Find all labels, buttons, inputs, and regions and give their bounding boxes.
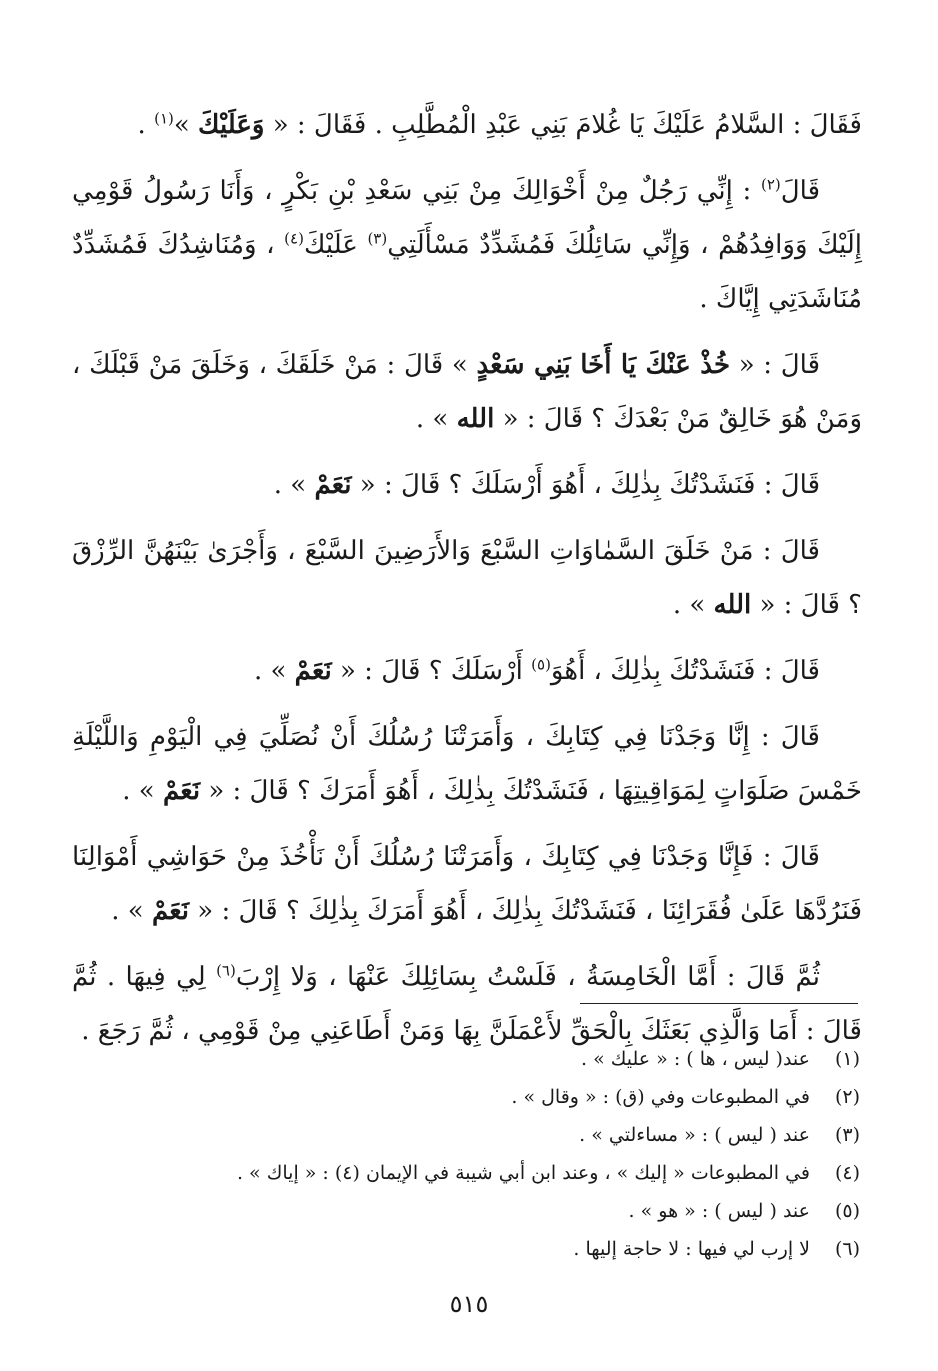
footnote-text: لا إرب لي فيها : لا حاجة إليها . bbox=[573, 1238, 810, 1260]
bold-speech: نَعَمْ bbox=[314, 470, 352, 500]
paragraph-2 bbox=[72, 164, 862, 326]
footnote-ref[interactable]: (٤) bbox=[284, 229, 304, 248]
footnote-5 bbox=[80, 1192, 860, 1230]
footnote-2 bbox=[80, 1078, 860, 1116]
text-run: قَالَ : فَإِنَّا وَجَدْنَا فِي كِتَابِكَ ، وَأَمَرَتْنَا رُسُلُكَ أَنْ نَأْخُذَ مِنْ حَوَاشِي أَمْوَالِنَا فَنَرُدَّهَا عَلَىٰ فُقَرَائِنَا ، فَنَشَدْتُكَ بِذٰلِكَ ، أَهُوَ أَمَرَكَ بِذٰلِكَ ؟ قَالَ : « bbox=[72, 842, 862, 926]
bold-speech: وَعَلَيْكَ bbox=[198, 110, 265, 140]
text-run: قَالَ bbox=[780, 176, 820, 206]
footnote-text: عند( ليس ، ها ) : « عليك » . bbox=[581, 1048, 810, 1070]
footnote-number: (٤) bbox=[834, 1162, 860, 1184]
footnote-ref[interactable]: (٣) bbox=[367, 229, 388, 248]
text-run: » bbox=[173, 110, 199, 140]
text-run: ثُمَّ قَالَ : أَمَّا الْخَامِسَةُ ، فَلَسْتُ بِسَائِلِكَ عَنْهَا ، وَلا إِرْبَ bbox=[235, 962, 820, 992]
text-run: » . bbox=[122, 776, 163, 806]
footnote-number: (٣) bbox=[834, 1124, 860, 1146]
text-run: لِي فِيهَا . ثُمَّ قَالَ : أَمَا وَالَّذِي بَعَثَكَ بِالْحَقِّ لأَعْمَلَنَّ بِهَا وَمَنْ أَطَاعَنِي مِنْ قَوْمِي ، ثُمَّ رَجَعَ . bbox=[72, 962, 862, 1046]
bold-speech: خُذْ عَنْكَ يَا أَخَا بَنِي سَعْدٍ bbox=[476, 350, 731, 380]
text-run: » . bbox=[672, 590, 714, 620]
text-run: . bbox=[137, 110, 155, 140]
footnote-number: (٦) bbox=[834, 1238, 860, 1260]
paragraph-1 bbox=[72, 98, 862, 152]
footnote-number: (١) bbox=[834, 1048, 860, 1070]
text-run: قَالَ : « bbox=[730, 350, 821, 380]
text-run: » . bbox=[415, 404, 457, 434]
footnote-number: (٥) bbox=[834, 1200, 860, 1222]
text-run: » . bbox=[253, 656, 295, 686]
footnote-text: في المطبوعات وفي (ق) : « وقال » . bbox=[511, 1086, 810, 1108]
text-run: عَلَيْكَ bbox=[303, 230, 368, 260]
text-run: قَالَ : إِنَّا وَجَدْنَا فِي كِتَابِكَ ، وَأَمَرَتْنَا رُسُلُكَ أَنْ نُصَلِّيَ فِي الْيَوْمِ وَاللَّيْلَةِ خَمْسَ صَلَوَاتٍ لِمَوَاقِيتِهَا ، فَنَشَدْتُكَ بِذٰلِكَ ، أَهُوَ أَمَرَكَ ؟ قَالَ : « bbox=[72, 722, 862, 806]
text-run: » . bbox=[273, 470, 315, 500]
footnote-ref[interactable]: (٥) bbox=[531, 655, 551, 674]
text-run: قَالَ : مَنْ خَلَقَ السَّمٰاوَاتِ السَّبْعَ وَالأَرَضِينَ السَّبْعَ ، وَأَجْرَىٰ بَيْنَهُنَّ الرِّزْقَ ؟ قَالَ : « bbox=[72, 536, 862, 620]
footnote-text: عند ( ليس ) : « مساءلتي » . bbox=[579, 1124, 810, 1146]
text-run: فَقَالَ : السَّلامُ عَلَيْكَ يَا غُلامَ بَنِي عَبْدِ الْمُطَّلِبِ . فَقَالَ : « bbox=[264, 110, 862, 140]
page-number: ٥١٥ bbox=[449, 1290, 489, 1318]
bold-speech: الله bbox=[713, 590, 752, 620]
text-run: قَالَ : فَنَشَدْتُكَ بِذٰلِكَ ، أَهُوَ bbox=[550, 656, 820, 686]
footnote-ref[interactable]: (٦) bbox=[216, 961, 236, 980]
text-run: ، وَمُنَاشِدُكَ فَمُشَدِّدٌ مُنَاشَدَتِي إِيَّاكَ . bbox=[72, 230, 862, 314]
paragraph-7 bbox=[72, 710, 862, 818]
bold-speech: نَعَمْ bbox=[294, 656, 332, 686]
paragraph-6 bbox=[72, 644, 862, 698]
footnote-ref[interactable]: (١) bbox=[154, 109, 174, 128]
paragraph-5 bbox=[72, 524, 862, 632]
footnote-6 bbox=[80, 1230, 860, 1268]
text-run: أَرْسَلَكَ ؟ قَالَ : « bbox=[331, 656, 532, 686]
paragraph-3 bbox=[72, 338, 862, 446]
footnote-text: في المطبوعات « إليك » ، وعند ابن أبي شيبة في الإيمان (٤) : « إياك » . bbox=[236, 1162, 810, 1184]
footnotes bbox=[80, 1040, 860, 1268]
text-run: » قَالَ : مَنْ خَلَقَكَ ، وَخَلَقَ مَنْ قَبْلَكَ ، وَمَنْ هُوَ خَالِقٌ مَنْ بَعْدَكَ ؟ قَالَ : « bbox=[72, 350, 862, 434]
text-run: » . bbox=[111, 896, 152, 926]
paragraph-8 bbox=[72, 830, 862, 938]
footnote-text: عند ( ليس ) : « هو » . bbox=[628, 1200, 810, 1222]
footnote-4 bbox=[80, 1154, 860, 1192]
text-run: : إِنِّي رَجُلٌ مِنْ أَخْوَالِكَ مِنْ بَنِي سَعْدِ بْنِ بَكْرٍ ، وَأَنَا رَسُولُ قَوْمِي إِلَيْكَ وَوَافِدُهُمْ ، وَإِنِّي سَائِلُكَ فَمُشَدِّدٌ مَسْأَلَتِي bbox=[72, 176, 862, 260]
footnote-number: (٢) bbox=[834, 1086, 860, 1108]
bold-speech: نَعَمْ bbox=[151, 896, 190, 926]
footnote-3 bbox=[80, 1116, 860, 1154]
paragraph-4 bbox=[72, 458, 862, 512]
bold-speech: نَعَمْ bbox=[162, 776, 201, 806]
footnote-1 bbox=[80, 1040, 860, 1078]
text-run: قَالَ : فَنَشَدْتُكَ بِذٰلِكَ ، أَهُوَ أَرْسَلَكَ ؟ قَالَ : « bbox=[351, 470, 820, 500]
main-text bbox=[72, 98, 862, 1070]
bold-speech: الله bbox=[456, 404, 495, 434]
footnote-ref[interactable]: (٢) bbox=[760, 175, 781, 194]
footnote-separator bbox=[580, 1003, 858, 1004]
